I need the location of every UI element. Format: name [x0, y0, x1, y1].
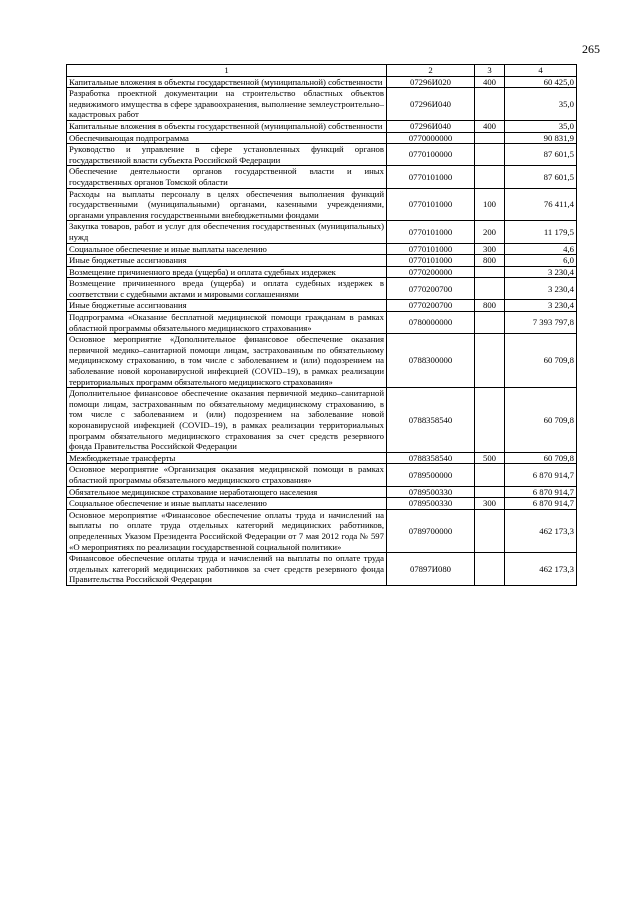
row-name: Разработка проектной документации на строительство областных объектов недвижимого имущества в сфере здравоохранения, выполнение землеустроительно–кадастровых работ	[67, 88, 387, 121]
row-code: 0770101000	[387, 243, 475, 255]
row-name: Расходы на выплаты персоналу в целях обеспечения выполнения функций государственными (муниципальными) органами, казенными учреждениями, органами управления государственными внебюджетными фондами	[67, 188, 387, 221]
row-expense-type	[475, 388, 505, 453]
row-code: 0770200700	[387, 278, 475, 300]
row-code: 0770100000	[387, 144, 475, 166]
table-row	[67, 88, 577, 121]
row-expense-type: 200	[475, 221, 505, 243]
row-name: Обеспечивающая подпрограмма	[67, 132, 387, 144]
row-name: Возмещение причиненного вреда (ущерба) и оплата судебных издержек в соответствии с судебными актами и мировыми соглашениями	[67, 278, 387, 300]
row-name: Социальное обеспечение и иные выплаты населению	[67, 243, 387, 255]
column-header: 4	[505, 65, 577, 77]
table-row	[67, 188, 577, 221]
row-code: 0788358540	[387, 388, 475, 453]
row-name: Обеспечение деятельности органов государственной власти и иных государственных органов Томской области	[67, 166, 387, 188]
row-name: Основное мероприятие «Финансовое обеспечение оплаты труда и начислений на выплаты по оплате труда отдельных категорий медицинских работников, определенных Указом Президента Российской Федерации от 7 мая 2012 года № 597 «О мероприятиях по реализации государственной социальной политики»	[67, 509, 387, 552]
table-row	[67, 132, 577, 144]
row-code: 0770200700	[387, 300, 475, 312]
table-row	[67, 278, 577, 300]
row-amount: 60 709,8	[505, 334, 577, 388]
row-name: Иные бюджетные ассигнования	[67, 300, 387, 312]
column-header: 3	[475, 65, 505, 77]
table-row	[67, 334, 577, 388]
row-code: 07296И040	[387, 88, 475, 121]
row-code: 0780000000	[387, 312, 475, 334]
row-name: Иные бюджетные ассигнования	[67, 255, 387, 267]
table-row	[67, 509, 577, 552]
row-name: Основное мероприятие «Организация оказания медицинской помощи в рамках областной программы обязательного медицинского страхования»	[67, 464, 387, 486]
row-expense-type: 400	[475, 120, 505, 132]
row-code: 0789500330	[387, 498, 475, 510]
row-name: Социальное обеспечение и иные выплаты населению	[67, 498, 387, 510]
row-code: 0788358540	[387, 452, 475, 464]
row-name: Капитальные вложения в объекты государственной (муниципальной) собственности	[67, 76, 387, 88]
column-header: 1	[67, 65, 387, 77]
row-code: 0770101000	[387, 166, 475, 188]
column-header: 2	[387, 65, 475, 77]
row-amount: 3 230,4	[505, 300, 577, 312]
row-expense-type	[475, 132, 505, 144]
row-name: Основное мероприятие «Дополнительное финансовое обеспечение оказания первичной медико–санитарной помощи лицам, застрахованным по обязательному медицинскому страхованию, в том числе с заболеванием и (или) подозрением на заболевание новой коронавирусной инфекцией (COVID–19), в рамках реализации территориальных программ обязательного медицинского страхования»	[67, 334, 387, 388]
row-expense-type: 300	[475, 243, 505, 255]
row-code: 0770200000	[387, 266, 475, 278]
row-name: Руководство и управление в сфере установленных функций органов государственной власти субъекта Российской Федерации	[67, 144, 387, 166]
row-expense-type: 800	[475, 300, 505, 312]
table-row	[67, 255, 577, 267]
row-expense-type	[475, 486, 505, 498]
row-amount: 87 601,5	[505, 144, 577, 166]
row-expense-type	[475, 464, 505, 486]
row-expense-type: 500	[475, 452, 505, 464]
row-amount: 60 709,8	[505, 452, 577, 464]
row-code: 0789500000	[387, 464, 475, 486]
row-amount: 462 173,3	[505, 509, 577, 552]
row-code: 0788300000	[387, 334, 475, 388]
row-name: Возмещение причиненного вреда (ущерба) и оплата судебных издержек	[67, 266, 387, 278]
row-amount: 60 709,8	[505, 388, 577, 453]
row-amount: 6 870 914,7	[505, 486, 577, 498]
row-amount: 3 230,4	[505, 266, 577, 278]
page-number: 265	[582, 42, 600, 56]
row-expense-type: 400	[475, 76, 505, 88]
table-row	[67, 144, 577, 166]
row-amount: 6 870 914,7	[505, 464, 577, 486]
row-name: Дополнительное финансовое обеспечение оказания первичной медико–санитарной помощи лицам, застрахованным по обязательному медицинскому страхованию, в том числе с заболеванием и (или) подозрением на заболевание новой коронавирусной инфекцией (COVID–19), в рамках реализации территориальных программ обязательного медицинского страхования за счет средств резервного фонда Правительства Российской Федерации	[67, 388, 387, 453]
table-row	[67, 221, 577, 243]
row-expense-type	[475, 334, 505, 388]
row-name: Финансовое обеспечение оплаты труда и начислений на выплаты по оплате труда отдельных категорий медицинских работников за счет средств резервного фонда Правительства Российской Федерации	[67, 553, 387, 586]
row-expense-type	[475, 312, 505, 334]
row-amount: 11 179,5	[505, 221, 577, 243]
row-amount: 60 425,0	[505, 76, 577, 88]
table-row	[67, 166, 577, 188]
row-code: 07296И040	[387, 120, 475, 132]
row-amount: 87 601,5	[505, 166, 577, 188]
row-expense-type: 800	[475, 255, 505, 267]
row-amount: 90 831,9	[505, 132, 577, 144]
row-name: Обязательное медицинское страхование неработающего населения	[67, 486, 387, 498]
row-code: 07897И080	[387, 553, 475, 586]
row-code: 0770000000	[387, 132, 475, 144]
table-row	[67, 266, 577, 278]
row-expense-type	[475, 166, 505, 188]
row-name: Подпрограмма «Оказание бесплатной медицинской помощи гражданам в рамках областной программы обязательного медицинского страхования»	[67, 312, 387, 334]
table-row	[67, 312, 577, 334]
row-expense-type	[475, 509, 505, 552]
row-amount: 35,0	[505, 88, 577, 121]
table-row	[67, 452, 577, 464]
table-row	[67, 388, 577, 453]
row-amount: 6,0	[505, 255, 577, 267]
row-amount: 6 870 914,7	[505, 498, 577, 510]
row-expense-type: 100	[475, 188, 505, 221]
row-expense-type	[475, 266, 505, 278]
row-code: 0789700000	[387, 509, 475, 552]
row-code: 0770101000	[387, 255, 475, 267]
table-row	[67, 76, 577, 88]
table-header-row	[67, 65, 577, 77]
row-code: 0770101000	[387, 188, 475, 221]
table-row	[67, 486, 577, 498]
table-row	[67, 553, 577, 586]
row-amount: 462 173,3	[505, 553, 577, 586]
table-row	[67, 464, 577, 486]
row-amount: 4,6	[505, 243, 577, 255]
row-expense-type	[475, 553, 505, 586]
row-expense-type	[475, 144, 505, 166]
row-amount: 35,0	[505, 120, 577, 132]
row-code: 07296И020	[387, 76, 475, 88]
row-expense-type	[475, 88, 505, 121]
row-name: Межбюджетные трансферты	[67, 452, 387, 464]
row-amount: 7 393 797,8	[505, 312, 577, 334]
row-code: 0789500330	[387, 486, 475, 498]
table-row	[67, 300, 577, 312]
row-name: Закупка товаров, работ и услуг для обеспечения государственных (муниципальных) нужд	[67, 221, 387, 243]
row-expense-type	[475, 278, 505, 300]
table-row	[67, 120, 577, 132]
row-amount: 3 230,4	[505, 278, 577, 300]
budget-table	[66, 64, 577, 586]
row-code: 0770101000	[387, 221, 475, 243]
table-row	[67, 243, 577, 255]
row-name: Капитальные вложения в объекты государственной (муниципальной) собственности	[67, 120, 387, 132]
row-expense-type: 300	[475, 498, 505, 510]
table-row	[67, 498, 577, 510]
row-amount: 76 411,4	[505, 188, 577, 221]
